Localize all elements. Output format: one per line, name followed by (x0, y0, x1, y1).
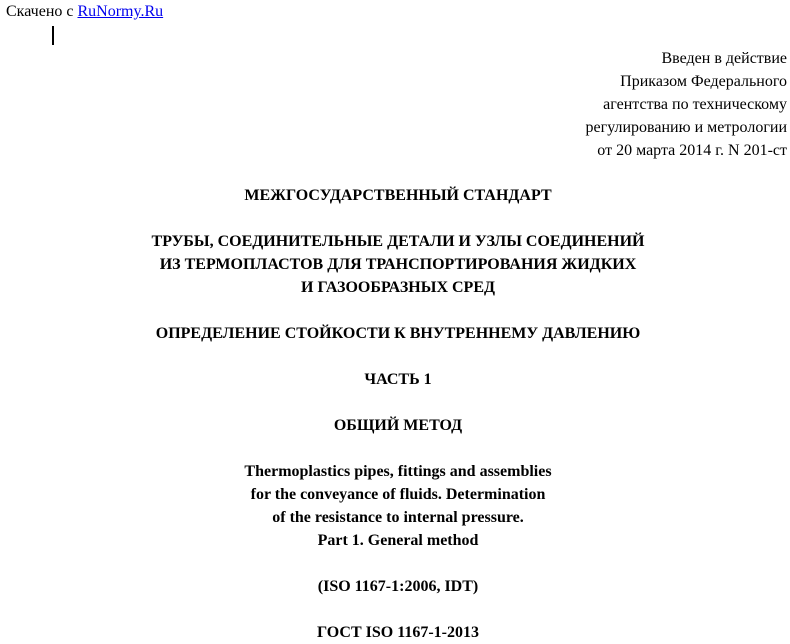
iso-reference-heading (0, 575, 790, 598)
method-heading (0, 414, 790, 437)
english-title-line: Thermoplastics pipes, fittings and assemblies (244, 463, 552, 480)
standard-type-heading (0, 184, 790, 207)
english-title-line: for the conveyance of fluids. Determination (250, 486, 546, 503)
english-title-line: of the resistance to internal pressure. (272, 509, 524, 526)
enactment-line: регулированию и метрологии (585, 119, 787, 136)
document-subtitle (0, 322, 790, 345)
iso-reference: (ISO 1167-1:2006, IDT) (317, 578, 479, 595)
subtitle: ОПРЕДЕЛЕНИЕ СТОЙКОСТИ К ВНУТРЕННЕМУ ДАВЛЕНИЮ (155, 325, 641, 342)
document-title (0, 230, 790, 299)
enactment-line: от 20 марта 2014 г. N 201-ст (597, 142, 787, 159)
enactment-line: Введен в действие (661, 50, 787, 67)
title-line: ИЗ ТЕРМОПЛАСТОВ ДЛЯ ТРАНСПОРТИРОВАНИЯ ЖИДКИХ (159, 256, 637, 273)
gost-designation: ГОСТ ISO 1167-1-2013 (317, 624, 479, 641)
source-line (6, 3, 163, 21)
runormy-link[interactable]: RuNormy.Ru (77, 3, 164, 20)
source-prefix: Скачено с (6, 3, 74, 20)
part-heading (0, 368, 790, 391)
enactment-note (586, 47, 787, 162)
enactment-line: агентства по техническому (603, 96, 787, 113)
gost-designation-heading (0, 621, 790, 644)
title-line: ТРУБЫ, СОЕДИНИТЕЛЬНЫЕ ДЕТАЛИ И УЗЛЫ СОЕДИНЕНИЙ (151, 233, 645, 250)
title-line: И ГАЗООБРАЗНЫХ СРЕД (301, 279, 495, 296)
text-cursor (52, 26, 54, 45)
method: ОБЩИЙ МЕТОД (333, 417, 463, 434)
english-title-line: Part 1. General method (317, 532, 479, 549)
standard-type: МЕЖГОСУДАРСТВЕННЫЙ СТАНДАРТ (244, 187, 552, 204)
part: ЧАСТЬ 1 (364, 371, 432, 388)
english-title (0, 460, 790, 552)
enactment-line: Приказом Федерального (620, 73, 787, 90)
